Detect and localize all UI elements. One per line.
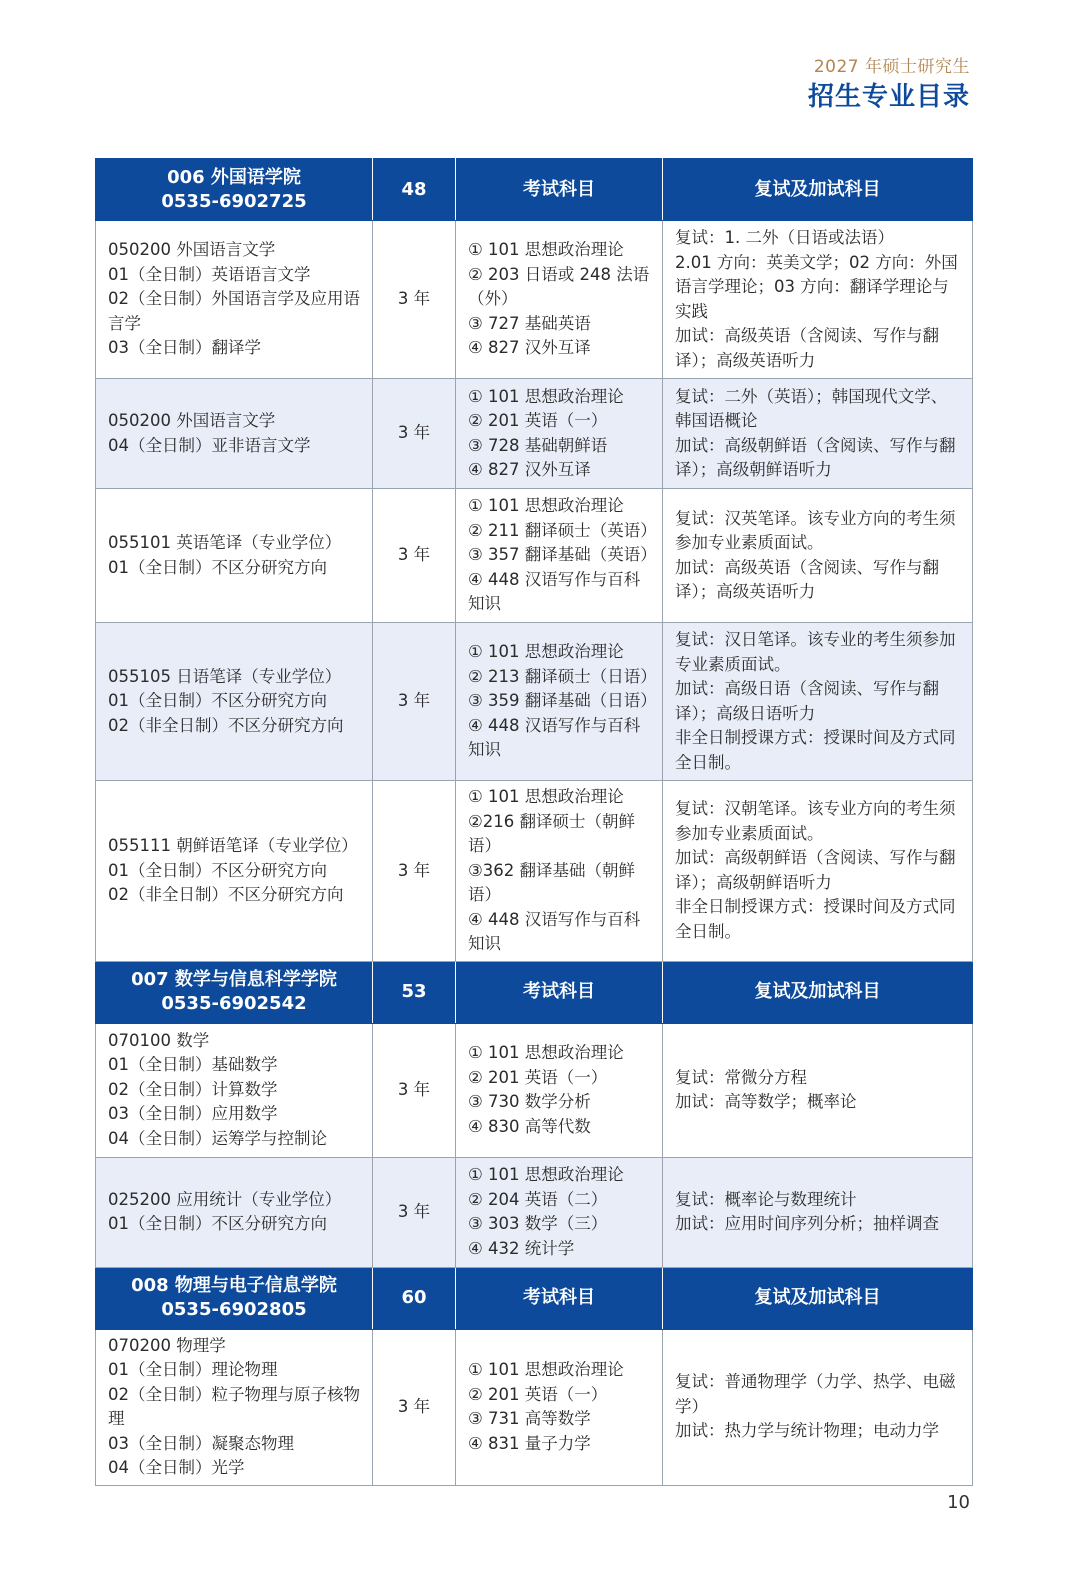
exam-subjects-cell (456, 781, 663, 962)
exam-subject: ④ 827 汉外互译 (468, 460, 591, 479)
exam-subject: ④ 827 汉外互译 (468, 338, 591, 358)
exam-subject: ① 101 思想政治理论 (468, 240, 624, 260)
major-line: 050200 外国语言文学 (108, 411, 276, 430)
retest-line: 加试：高级朝鲜语（含阅读、写作与翻译）；高级朝鲜语听力 (675, 848, 956, 892)
exam-subject: ③362 翻译基础（朝鲜语） (468, 860, 636, 904)
college-phone: 0535-6902725 (161, 190, 307, 212)
exam-subject: ① 101 思想政治理论 (468, 1043, 624, 1062)
major-line: 01（全日制）不区分研究方向 (108, 557, 327, 577)
exam-subject: ③ 727 基础英语 (468, 313, 591, 333)
retest-line: 2.01 方向：英美文学；02 方向：外国语言学理论；03 方向：翻译学理论与实践 (675, 252, 958, 321)
major-line: 04（全日制）亚非语言文学 (108, 435, 311, 455)
exam-subject: ① 101 思想政治理论 (468, 642, 624, 662)
exam-subjects-cell (456, 1157, 663, 1267)
table-row (96, 379, 973, 489)
retest-header-cell: 复试及加试科目 (663, 1267, 973, 1329)
exam-subject: ② 201 英语（一） (468, 1384, 608, 1404)
retest-cell (663, 489, 973, 623)
major-line: 01（全日制）基础数学 (108, 1055, 278, 1075)
major-line: 02（全日制）粒子物理与原子核物理 (108, 1384, 360, 1428)
major-line: 055105 日语笔译（专业学位） (108, 666, 342, 686)
exam-subjects-cell (456, 1023, 663, 1157)
college-phone: 0535-6902542 (161, 993, 307, 1014)
major-cell (96, 489, 373, 623)
retest-line: 复试：常微分方程 (675, 1067, 807, 1087)
major-cell (96, 1023, 373, 1157)
exam-header-cell: 考试科目 (456, 961, 663, 1023)
major-cell (96, 623, 373, 781)
major-cell (96, 1157, 373, 1267)
exam-header-cell: 考试科目 (456, 159, 663, 221)
major-line: 03（全日制）凝聚态物理 (108, 1433, 294, 1453)
college-phone: 0535-6902805 (161, 1299, 307, 1320)
retest-line: 加试：热力学与统计物理；电动力学 (675, 1421, 939, 1441)
exam-header-cell: 考试科目 (456, 1267, 663, 1329)
duration-cell: 3 年 (373, 1157, 456, 1267)
retest-header-cell: 复试及加试科目 (663, 961, 973, 1023)
major-line: 02（非全日制）不区分研究方向 (108, 885, 344, 904)
retest-line: 加试：应用时间序列分析；抽样调查 (675, 1214, 939, 1233)
major-line: 055101 英语笔译（专业学位） (108, 533, 342, 552)
major-line: 04（全日制）光学 (108, 1458, 245, 1477)
exam-subject: ① 101 思想政治理论 (468, 1165, 624, 1184)
table-row (96, 623, 973, 781)
duration-cell: 3 年 (373, 781, 456, 962)
major-line: 055111 朝鲜语笔译（专业学位） (108, 836, 358, 855)
major-line: 01（全日制）理论物理 (108, 1360, 278, 1379)
exam-subject: ④ 448 汉语写作与百科知识 (468, 569, 641, 614)
exam-subject: ② 201 英语（一） (468, 1067, 608, 1087)
major-cell (96, 379, 373, 489)
major-line: 050200 外国语言文学 (108, 240, 276, 260)
exam-subject: ① 101 思想政治理论 (468, 496, 624, 516)
exam-subject: ① 101 思想政治理论 (468, 787, 624, 806)
duration-cell: 3 年 (373, 1023, 456, 1157)
college-header-row (96, 159, 973, 221)
exam-subject: ④ 448 汉语写作与百科知识 (468, 715, 641, 760)
major-line: 02（全日制）外国语言学及应用语言学 (108, 289, 360, 333)
exam-subject: ④ 831 量子力学 (468, 1433, 591, 1453)
college-name: 006 外国语学院 (167, 166, 301, 188)
college-header-row (96, 1267, 973, 1329)
college-name-cell (96, 159, 373, 221)
enrollment-table (95, 158, 973, 1486)
major-line: 03（全日制）翻译学 (108, 338, 261, 358)
major-line: 070100 数学 (108, 1030, 210, 1050)
exam-subject: ④ 432 统计学 (468, 1238, 575, 1258)
retest-line: 复试：汉日笔译。该专业的考生须参加专业素质面试。 (675, 630, 956, 674)
major-line: 070200 物理学 (108, 1335, 226, 1355)
exam-subject: ④ 830 高等代数 (468, 1116, 591, 1136)
exam-subjects-cell (456, 1329, 663, 1485)
exam-subject: ③ 731 高等数学 (468, 1409, 591, 1428)
exam-subject: ③ 303 数学（三） (468, 1214, 608, 1233)
table-row (96, 1157, 973, 1267)
exam-subject: ① 101 思想政治理论 (468, 386, 624, 406)
college-name-cell (96, 1267, 373, 1329)
retest-cell (663, 1157, 973, 1267)
exam-subject: ④ 448 汉语写作与百科知识 (468, 909, 641, 953)
page-number: 10 (947, 1492, 970, 1513)
retest-line: 复试：概率论与数理统计 (675, 1189, 857, 1209)
retest-line: 复试：汉英笔译。该专业方向的考生须参加专业素质面试。 (675, 508, 956, 552)
retest-line: 非全日制授课方式：授课时间及方式同全日制。 (675, 728, 956, 772)
retest-line: 加试：高级英语（含阅读、写作与翻译）；高级英语听力 (675, 557, 939, 601)
major-line: 02（非全日制）不区分研究方向 (108, 715, 344, 735)
quota-cell: 48 (373, 159, 456, 221)
quota-cell: 60 (373, 1267, 456, 1329)
exam-subject: ① 101 思想政治理论 (468, 1360, 624, 1379)
exam-subject: ② 204 英语（二） (468, 1189, 608, 1209)
exam-subjects-cell (456, 489, 663, 623)
exam-subject: ② 211 翻译硕士（英语） (468, 520, 657, 540)
duration-cell: 3 年 (373, 623, 456, 781)
major-line: 01（全日制）英语语言文学 (108, 264, 311, 284)
retest-cell (663, 379, 973, 489)
retest-header-cell: 复试及加试科目 (663, 159, 973, 221)
table-row (96, 221, 973, 379)
retest-line: 复试：1. 二外（日语或法语） (675, 228, 894, 247)
major-line: 04（全日制）运筹学与控制论 (108, 1128, 327, 1148)
exam-subject: ② 203 日语或 248 法语（外） (468, 264, 650, 309)
retest-line: 复试：汉朝笔译。该专业方向的考生须参加专业素质面试。 (675, 799, 956, 843)
college-name: 008 物理与电子信息学院 (131, 1275, 337, 1296)
duration-cell: 3 年 (373, 489, 456, 623)
table-body (96, 159, 973, 1486)
retest-line: 非全日制授课方式：授课时间及方式同全日制。 (675, 897, 956, 941)
major-cell (96, 1329, 373, 1485)
exam-subject: ③ 357 翻译基础（英语） (468, 545, 657, 565)
table-row (96, 1023, 973, 1157)
exam-subject: ③ 730 数学分析 (468, 1092, 591, 1111)
major-line: 03（全日制）应用数学 (108, 1104, 278, 1124)
retest-line: 复试：普通物理学（力学、热学、电磁学） (675, 1372, 956, 1416)
major-line: 01（全日制）不区分研究方向 (108, 691, 327, 711)
major-cell (96, 781, 373, 962)
exam-subject: ② 213 翻译硕士（日语） (468, 666, 657, 686)
major-line: 01（全日制）不区分研究方向 (108, 1214, 327, 1233)
duration-cell: 3 年 (373, 1329, 456, 1485)
exam-subject: ②216 翻译硕士（朝鲜语） (468, 811, 636, 855)
duration-cell: 3 年 (373, 221, 456, 379)
exam-subjects-cell (456, 623, 663, 781)
retest-line: 复试：二外（英语）；韩国现代文学、韩国语概论 (675, 386, 948, 430)
major-line: 02（全日制）计算数学 (108, 1079, 278, 1099)
table-row (96, 781, 973, 962)
exam-subject: ② 201 英语（一） (468, 411, 608, 430)
retest-line: 加试：高等数学；概率论 (675, 1092, 857, 1111)
major-line: 025200 应用统计（专业学位） (108, 1189, 342, 1209)
quota-cell: 53 (373, 961, 456, 1023)
retest-line: 加试：高级日语（含阅读、写作与翻译）；高级日语听力 (675, 679, 939, 723)
table-row (96, 489, 973, 623)
retest-cell (663, 1023, 973, 1157)
retest-line: 加试：高级朝鲜语（含阅读、写作与翻译）；高级朝鲜语听力 (675, 435, 956, 479)
exam-subjects-cell (456, 221, 663, 379)
table-row (96, 1329, 973, 1485)
retest-cell (663, 221, 973, 379)
college-name: 007 数学与信息科学学院 (131, 969, 337, 990)
duration-cell: 3 年 (373, 379, 456, 489)
college-name-cell (96, 961, 373, 1023)
retest-cell (663, 781, 973, 962)
college-header-row (96, 961, 973, 1023)
retest-cell (663, 1329, 973, 1485)
retest-cell (663, 623, 973, 781)
catalog-year-subtitle: 2027 年硕士研究生 (813, 57, 970, 77)
exam-subject: ③ 728 基础朝鲜语 (468, 435, 608, 455)
major-line: 01（全日制）不区分研究方向 (108, 860, 327, 880)
exam-subject: ③ 359 翻译基础（日语） (468, 691, 657, 711)
retest-line: 加试：高级英语（含阅读、写作与翻译）；高级英语听力 (675, 326, 939, 370)
major-cell (96, 221, 373, 379)
exam-subjects-cell (456, 379, 663, 489)
catalog-title: 招生专业目录 (807, 82, 970, 112)
